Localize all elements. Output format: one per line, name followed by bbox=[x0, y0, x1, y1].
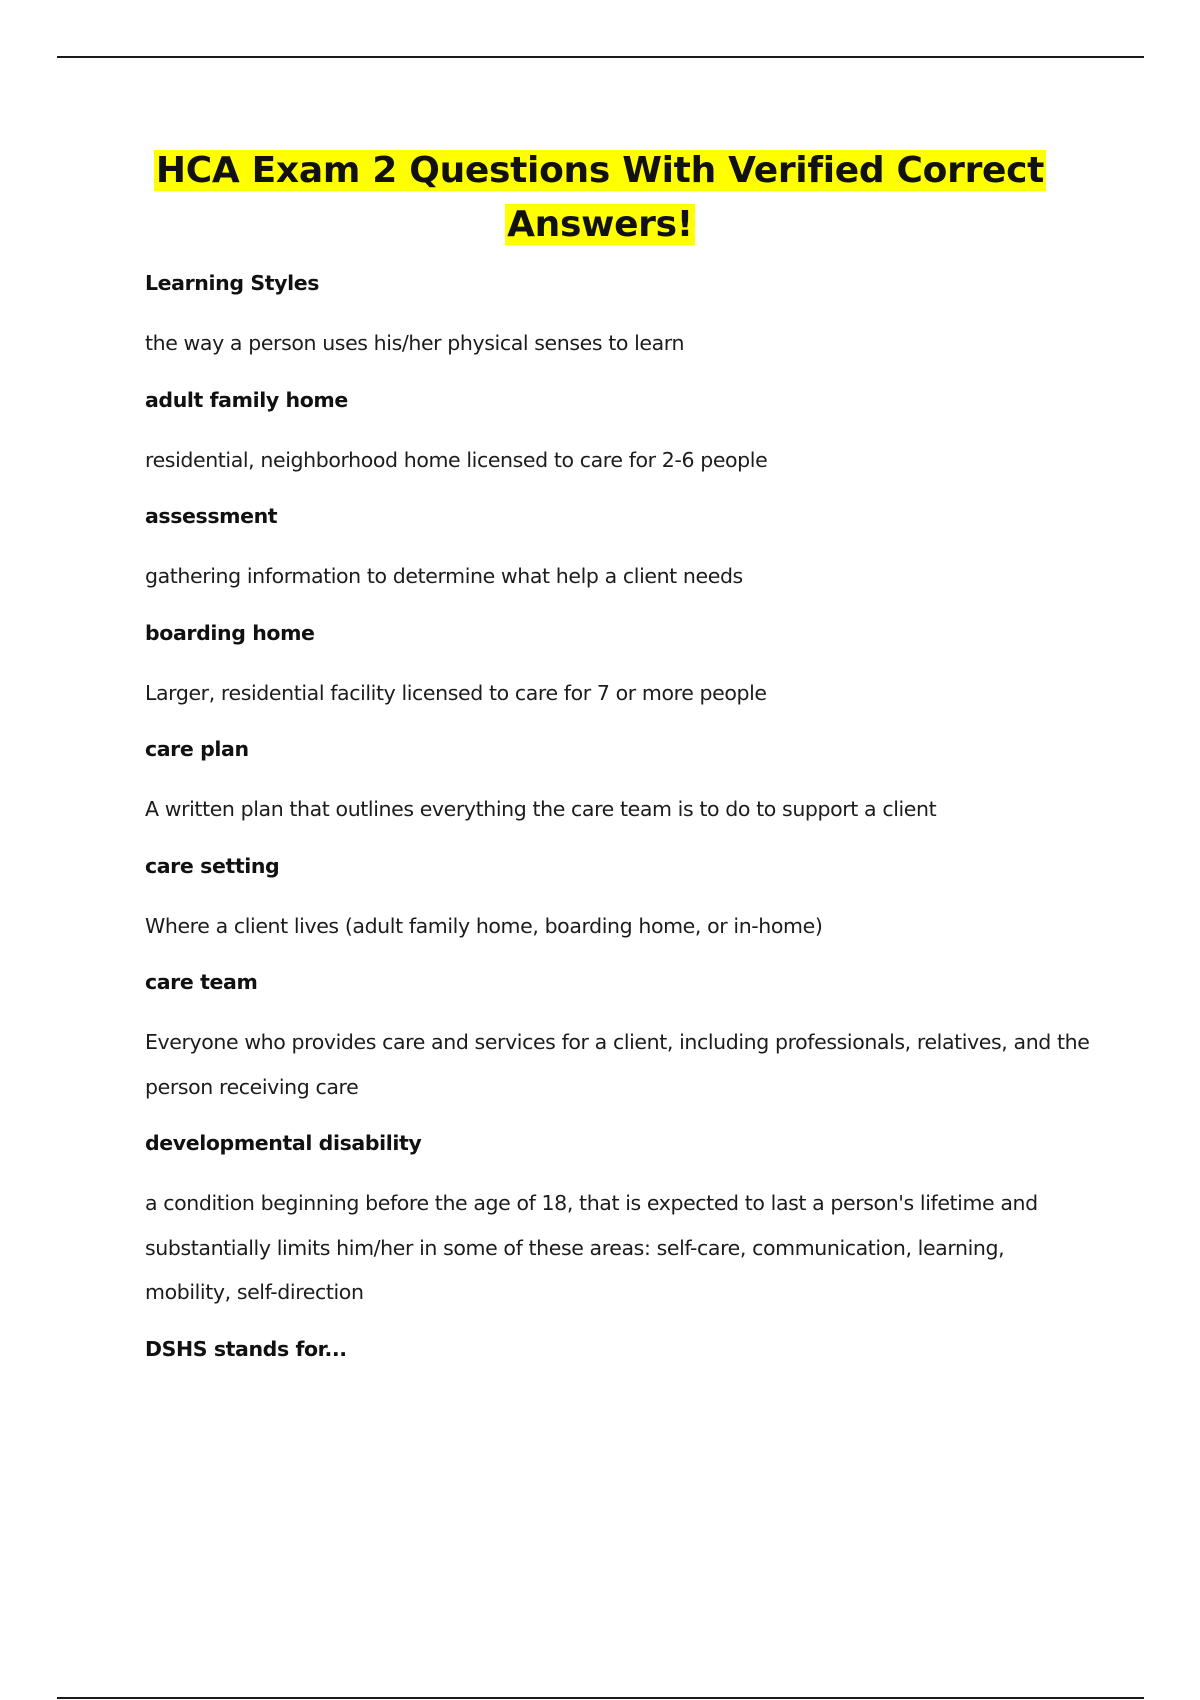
entry bbox=[145, 734, 1095, 832]
definition: the way a person uses his/her physical senses to learn bbox=[145, 331, 685, 355]
entry bbox=[145, 268, 1095, 366]
document-body bbox=[145, 268, 1095, 1394]
entry bbox=[145, 1334, 1095, 1364]
term: care team bbox=[145, 970, 258, 994]
entry bbox=[145, 618, 1095, 716]
term: care setting bbox=[145, 853, 280, 878]
definition: a condition beginning before the age of 18, that is expected to last a person's lifetime and substantially limits him/her in some of these areas: self-care, communication, learning, mobility, self-direction bbox=[145, 1191, 1038, 1304]
definition: residential, neighborhood home licensed to care for 2-6 people bbox=[145, 447, 768, 472]
entry bbox=[145, 967, 1095, 1109]
entry bbox=[145, 501, 1095, 599]
term: adult family home bbox=[145, 387, 348, 412]
top-rule bbox=[57, 56, 1144, 58]
definition: Where a client lives (adult family home, boarding home, or in-home) bbox=[145, 913, 823, 938]
definition: gathering information to determine what help a client needs bbox=[145, 564, 743, 588]
document-title bbox=[100, 144, 1100, 252]
entry bbox=[145, 1128, 1095, 1315]
term: care plan bbox=[145, 737, 249, 761]
entry bbox=[145, 851, 1095, 949]
term: assessment bbox=[145, 504, 278, 528]
term: developmental disability bbox=[145, 1131, 422, 1155]
bottom-rule bbox=[57, 1697, 1144, 1699]
definition: A written plan that outlines everything the care team is to do to support a client bbox=[145, 797, 937, 821]
term: boarding home bbox=[145, 620, 315, 645]
definition: Larger, residential facility licensed to care for 7 or more people bbox=[145, 680, 767, 705]
term: Learning Styles bbox=[145, 271, 319, 295]
term: DSHS stands for... bbox=[145, 1336, 347, 1361]
title-highlight: HCA Exam 2 Questions With Verified Correct Answers! bbox=[155, 150, 1045, 245]
definition: Everyone who provides care and services for a client, including professionals, relatives, and the person receiving care bbox=[145, 1030, 1090, 1099]
entry bbox=[145, 385, 1095, 483]
